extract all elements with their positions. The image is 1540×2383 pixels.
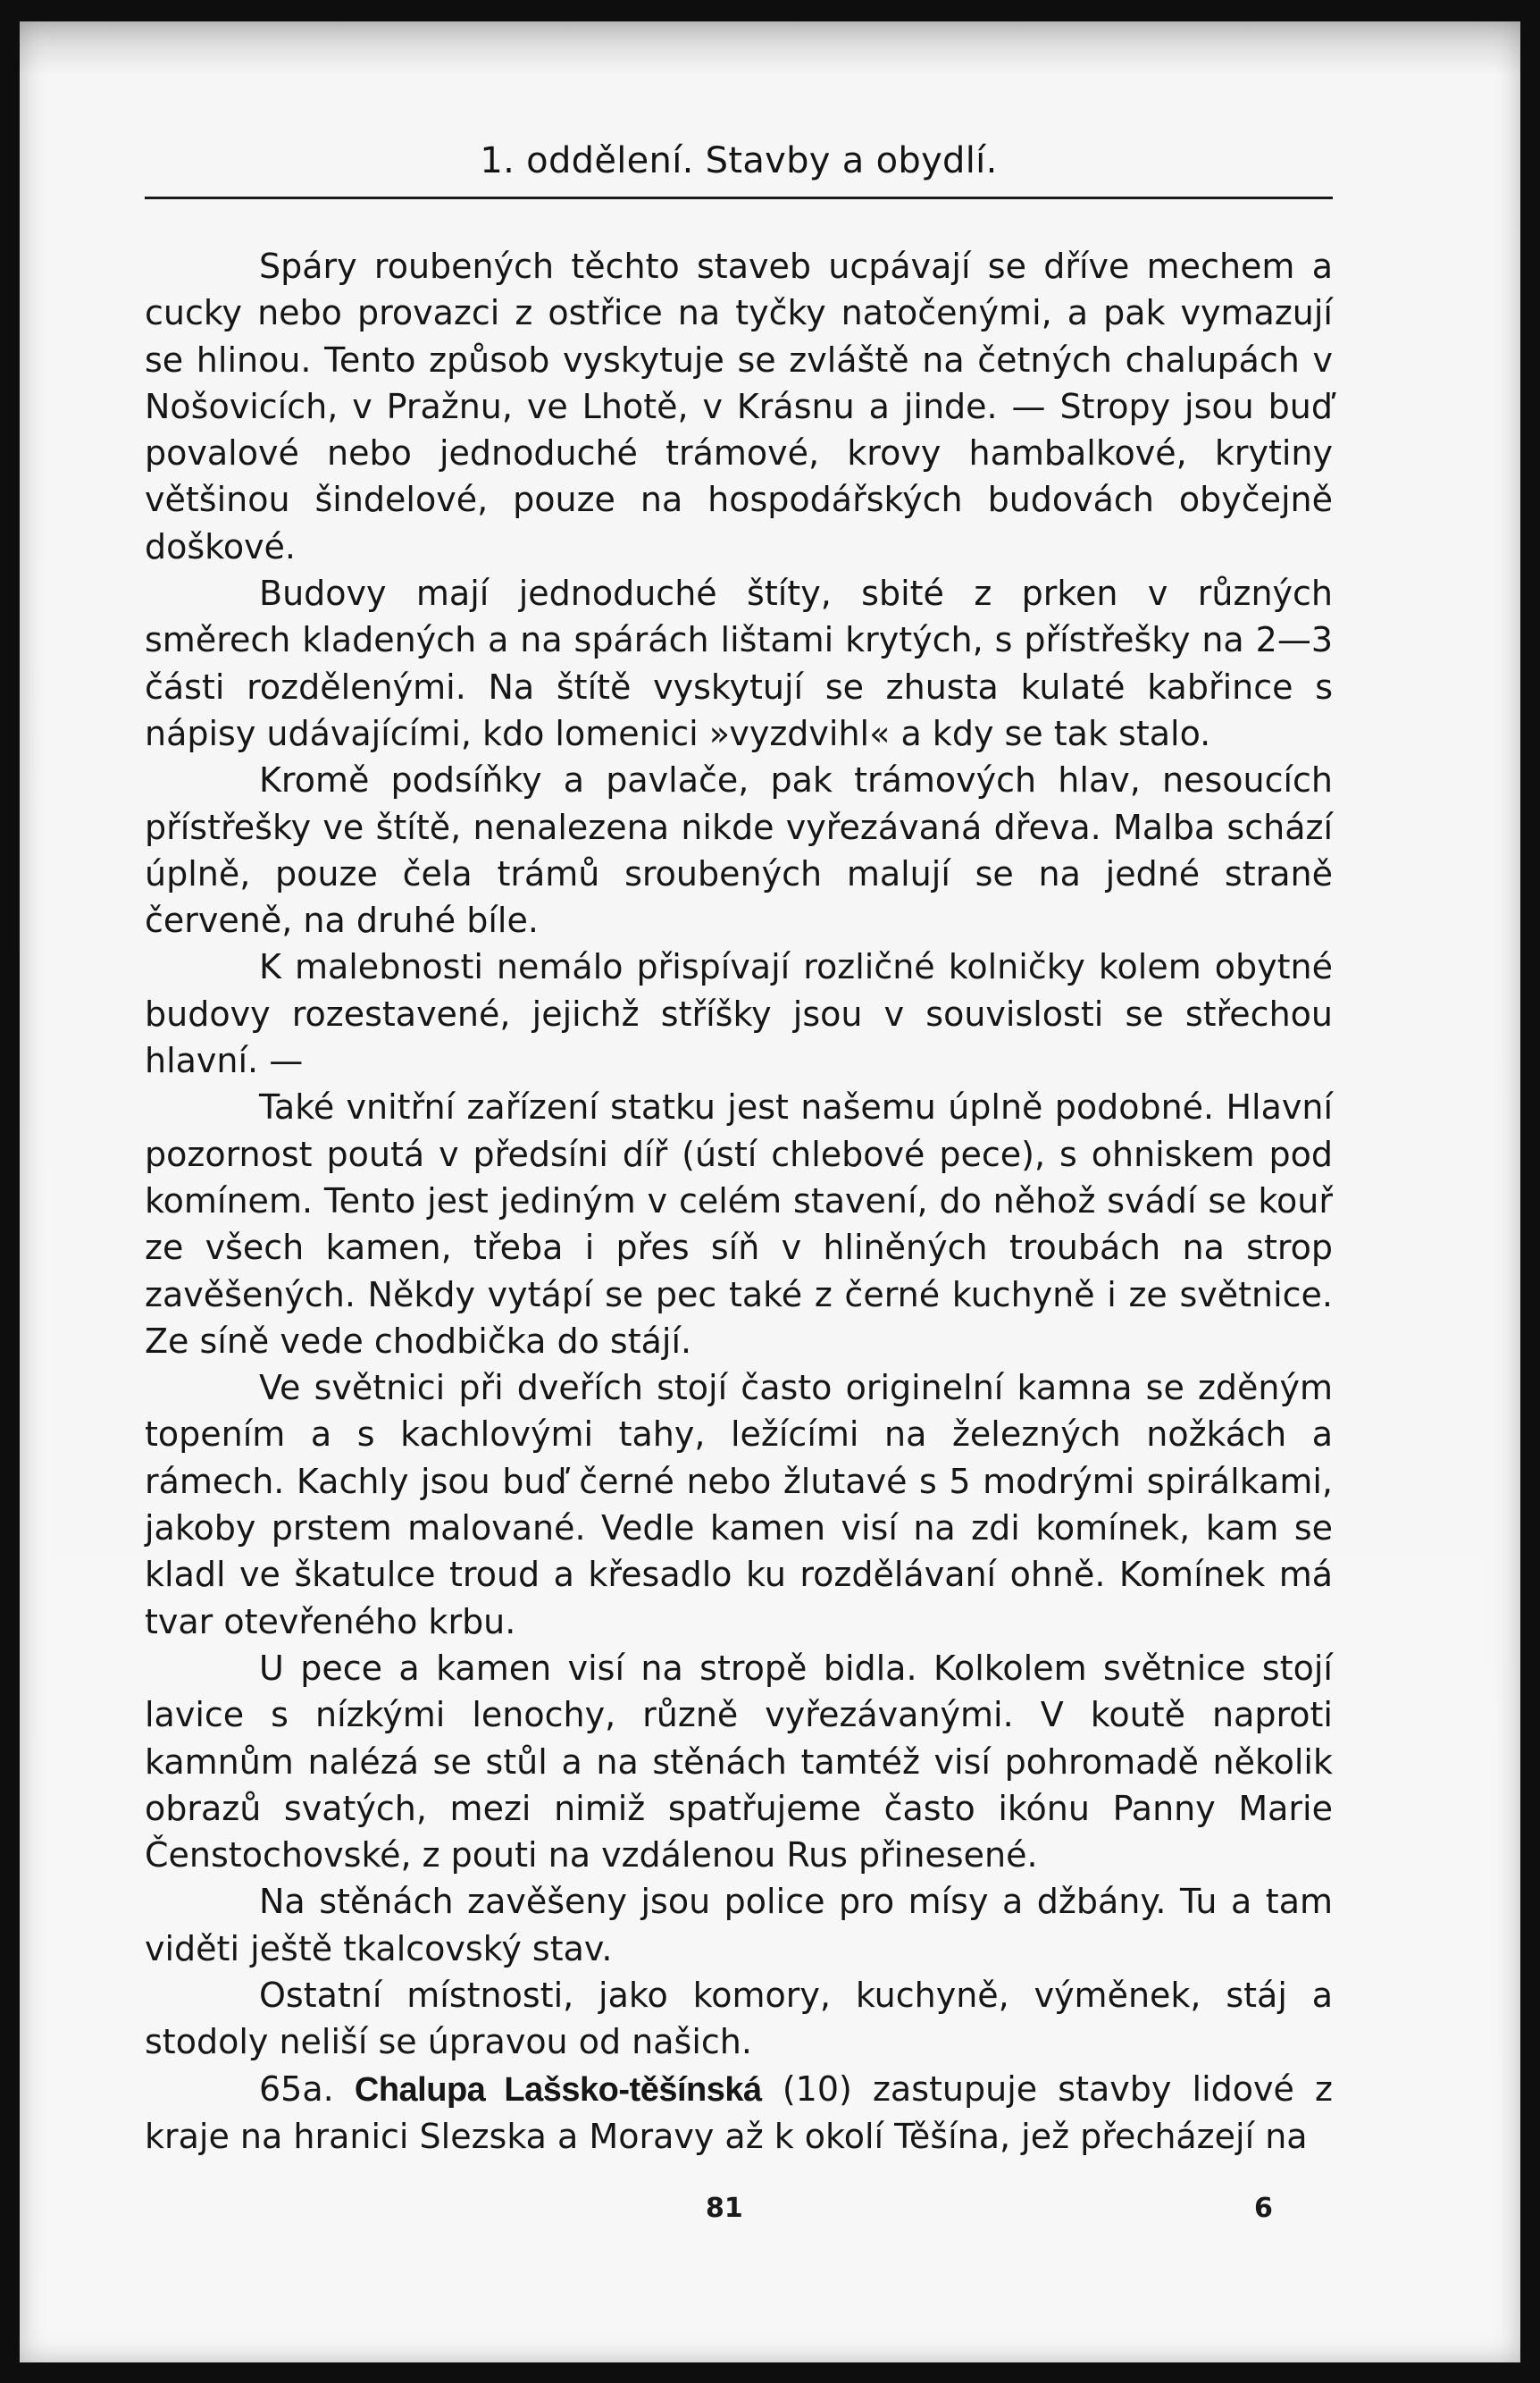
paragraph: Spáry roubených těchto staveb ucpávají se dříve mechem a cucky nebo provazci z ostřice na tyčky natočenými, a pak vymazují se hlinou. Tento způsob vyskytuje se zvláště na četných chalupách v Nošovicích, v Pražnu, ve Lhotě, v Krásnu a jinde. — Stropy jsou buď povalové nebo jednoduché trámové, krovy hambalkové, krytiny většinou šindelové, pouze na hospodářských budovách obyčejně doškové. <box>145 247 1333 566</box>
signature-mark: 6 <box>1254 2193 1273 2224</box>
paragraph: Také vnitřní zařízení statku jest našemu úplně podobné. Hlavní pozornost poutá v předsíni díř (ústí chlebové pece), s ohniskem pod komínem. Tento jest jediným v celém stavení, do něhož svádí se kouř ze všech kamen, třeba i přes síň v hliněných troubách na strop zavěšených. Někdy vytápí se pec také z černé kuchyně i ze světnice. Ze síně vede chodbička do stájí. <box>145 1087 1333 1361</box>
page-number: 81 <box>706 2193 743 2224</box>
paragraph: K malebnosti nemálo přispívají rozličné kolničky kolem obytné budovy rozestavené, jejichž stříšky jsou v souvislosti se střechou hlavní. — <box>145 947 1333 1081</box>
paragraph: Ostatní místnosti, jako komory, kuchyně, výměnek, stáj a stodoly neliší se úpravou od našich. <box>145 1975 1333 2062</box>
running-header: 1. oddělení. Stavby a obydlí. <box>145 125 1333 199</box>
entry-text: (10) zastupuje stavby lidové z kraje na hranici Slezska a Moravy až k okolí Těšína, jež přecházejí na <box>145 2068 1333 2156</box>
paragraph: Kromě podsíňky a pavlače, pak trámových hlav, nesoucích přístřešky ve štítě, nenalezena nikde vyřezávaná dřeva. Malba schází úplně, pouze čela trámů sroubených malují se na jedné straně červeně, na druhé bíle. <box>145 760 1333 941</box>
entry-title: Chalupa Lašsko-těšínská <box>354 2070 762 2109</box>
entry-number: 65a. <box>259 2068 334 2109</box>
paragraph: Budovy mají jednoduché štíty, sbité z prken v různých směrech kladených a na spárách lištami krytých, s přístřešky na 2—3 části rozdělenými. Na štítě vyskytují se zhusta kulaté kabřince s nápisy udávajícími, kdo lomenici »vyzdvihl« a kdy se tak stalo. <box>145 574 1333 753</box>
paragraph-entry-65a <box>145 2066 1333 2161</box>
paragraph: Na stěnách zavěšeny jsou police pro mísy a džbány. Tu a tam viděti ještě tkalcovský stav. <box>145 1882 1333 1968</box>
paragraph: Ve světnici při dveřích stojí často originelní kamna se zděným topením a s kachlovými tahy, ležícími na železných nožkách a rámech. Kachly jsou buď černé nebo žlutavé s 5 modrými spirálkami, jakoby prstem malované. Vedle kamen visí na zdi komínek, kam se kladl ve škatulce troud a křesadlo ku rozdělávaní ohně. Komínek má tvar otevřeného krbu. <box>145 1368 1333 1641</box>
body-text <box>145 243 1333 2160</box>
paragraph: U pece a kamen visí na stropě bidla. Kolkolem světnice stojí lavice s nízkými lenochy, různě vyřezávanými. V koutě naproti kamnům nalézá se stůl a na stěnách tamtéž visí pohromadě několik obrazů svatých, mezi nimiž spatřujeme často ikónu Panny Marie Čenstochovské, z pouti na vzdálenou Rus přinesené. <box>145 1648 1333 1875</box>
book-page <box>20 21 1520 2362</box>
